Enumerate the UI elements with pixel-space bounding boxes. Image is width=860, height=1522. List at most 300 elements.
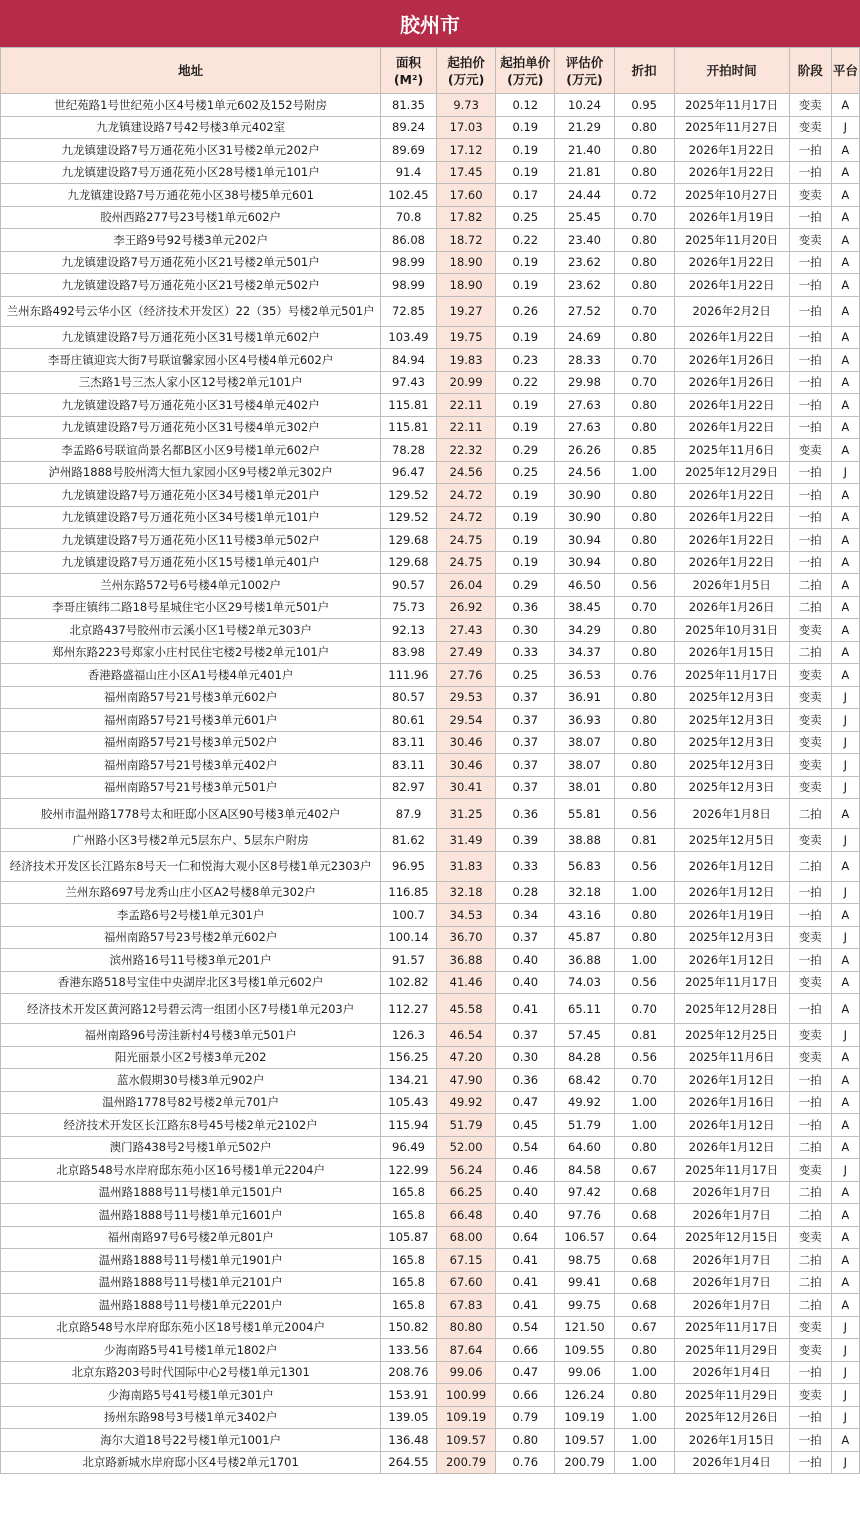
cell-appraisal: 99.06 <box>555 1361 615 1384</box>
cell-unit-price: 0.25 <box>496 206 555 229</box>
cell-discount: 0.80 <box>614 709 674 732</box>
cell-unit-price: 0.41 <box>496 1249 555 1272</box>
cell-appraisal: 24.44 <box>555 184 615 207</box>
cell-address: 兰州东路572号6号楼4单元1002户 <box>1 574 381 597</box>
cell-area: 78.28 <box>381 439 437 462</box>
cell-unit-price: 0.37 <box>496 754 555 777</box>
cell-start-time: 2026年1月22日 <box>674 506 789 529</box>
cell-stage: 二拍 <box>789 1136 831 1159</box>
cell-start-price: 24.75 <box>436 529 496 552</box>
cell-unit-price: 0.25 <box>496 461 555 484</box>
cell-area: 83.98 <box>381 641 437 664</box>
cell-start-time: 2025年10月31日 <box>674 619 789 642</box>
cell-start-price: 66.25 <box>436 1181 496 1204</box>
cell-start-price: 34.53 <box>436 904 496 927</box>
cell-unit-price: 0.29 <box>496 439 555 462</box>
cell-start-time: 2026年1月8日 <box>674 799 789 829</box>
table-row <box>1 416 860 439</box>
cell-platform: A <box>831 1226 859 1249</box>
cell-discount: 0.81 <box>614 1024 674 1047</box>
cell-area: 70.8 <box>381 206 437 229</box>
cell-stage: 变卖 <box>789 926 831 949</box>
cell-start-price: 17.12 <box>436 139 496 162</box>
cell-start-price: 67.60 <box>436 1271 496 1294</box>
cell-appraisal: 28.33 <box>555 349 615 372</box>
cell-platform: A <box>831 394 859 417</box>
cell-unit-price: 0.36 <box>496 1069 555 1092</box>
cell-unit-price: 0.29 <box>496 574 555 597</box>
cell-unit-price: 0.47 <box>496 1091 555 1114</box>
cell-stage: 一拍 <box>789 1429 831 1452</box>
cell-platform: A <box>831 799 859 829</box>
cell-area: 89.69 <box>381 139 437 162</box>
cell-start-time: 2026年1月7日 <box>674 1204 789 1227</box>
cell-start-price: 18.90 <box>436 274 496 297</box>
cell-appraisal: 84.58 <box>555 1159 615 1182</box>
cell-unit-price: 0.47 <box>496 1361 555 1384</box>
cell-start-time: 2026年1月22日 <box>674 326 789 349</box>
cell-start-time: 2026年1月26日 <box>674 596 789 619</box>
cell-address: 李王路9号92号楼3单元202户 <box>1 229 381 252</box>
cell-discount: 0.80 <box>614 229 674 252</box>
cell-start-price: 22.32 <box>436 439 496 462</box>
cell-start-price: 27.43 <box>436 619 496 642</box>
table-row <box>1 686 860 709</box>
cell-address: 兰州东路492号云华小区（经济技术开发区）22（35）号楼2单元501户 <box>1 296 381 326</box>
cell-stage: 二拍 <box>789 596 831 619</box>
cell-start-time: 2025年12月15日 <box>674 1226 789 1249</box>
cell-unit-price: 0.25 <box>496 664 555 687</box>
cell-area: 96.95 <box>381 851 437 881</box>
table-row <box>1 851 860 881</box>
cell-area: 102.45 <box>381 184 437 207</box>
cell-appraisal: 126.24 <box>555 1384 615 1407</box>
cell-start-time: 2025年12月3日 <box>674 731 789 754</box>
cell-appraisal: 56.83 <box>555 851 615 881</box>
cell-appraisal: 23.62 <box>555 251 615 274</box>
cell-start-price: 109.57 <box>436 1429 496 1452</box>
cell-appraisal: 74.03 <box>555 971 615 994</box>
cell-area: 100.7 <box>381 904 437 927</box>
cell-stage: 一拍 <box>789 1406 831 1429</box>
cell-area: 103.49 <box>381 326 437 349</box>
cell-address: 北京路548号水岸府邸东苑小区16号楼1单元2204户 <box>1 1159 381 1182</box>
cell-discount: 0.80 <box>614 161 674 184</box>
table-row <box>1 184 860 207</box>
cell-unit-price: 0.30 <box>496 1046 555 1069</box>
cell-start-price: 24.72 <box>436 506 496 529</box>
cell-address: 北京路548号水岸府邸东苑小区18号楼1单元2004户 <box>1 1316 381 1339</box>
cell-discount: 1.00 <box>614 1361 674 1384</box>
cell-discount: 0.70 <box>614 296 674 326</box>
cell-address: 三杰路1号三杰人家小区12号楼2单元101户 <box>1 371 381 394</box>
cell-unit-price: 0.76 <box>496 1451 555 1474</box>
cell-address: 福州南路57号21号楼3单元601户 <box>1 709 381 732</box>
cell-discount: 0.80 <box>614 754 674 777</box>
cell-area: 139.05 <box>381 1406 437 1429</box>
cell-start-price: 45.58 <box>436 994 496 1024</box>
table-row <box>1 394 860 417</box>
cell-discount: 0.80 <box>614 416 674 439</box>
cell-platform: A <box>831 251 859 274</box>
cell-address: 扬州东路98号3号楼1单元3402户 <box>1 1406 381 1429</box>
cell-start-time: 2026年1月4日 <box>674 1451 789 1474</box>
table-row <box>1 949 860 972</box>
cell-address: 九龙镇建设路7号万通花苑小区31号楼2单元202户 <box>1 139 381 162</box>
cell-appraisal: 97.76 <box>555 1204 615 1227</box>
table-row <box>1 484 860 507</box>
table-row <box>1 1069 860 1092</box>
cell-address: 福州南路57号21号楼3单元602户 <box>1 686 381 709</box>
cell-area: 86.08 <box>381 229 437 252</box>
cell-start-time: 2025年11月17日 <box>674 971 789 994</box>
cell-stage: 二拍 <box>789 1249 831 1272</box>
cell-stage: 变卖 <box>789 1316 831 1339</box>
cell-unit-price: 0.79 <box>496 1406 555 1429</box>
cell-start-price: 100.99 <box>436 1384 496 1407</box>
cell-platform: A <box>831 574 859 597</box>
table-row <box>1 881 860 904</box>
cell-appraisal: 64.60 <box>555 1136 615 1159</box>
cell-start-price: 29.54 <box>436 709 496 732</box>
cell-address: 九龙镇建设路7号万通花苑小区11号楼3单元502户 <box>1 529 381 552</box>
cell-start-time: 2026年1月15日 <box>674 641 789 664</box>
cell-area: 156.25 <box>381 1046 437 1069</box>
cell-stage: 变卖 <box>789 439 831 462</box>
cell-stage: 一拍 <box>789 904 831 927</box>
cell-discount: 0.80 <box>614 641 674 664</box>
cell-platform: A <box>831 1046 859 1069</box>
cell-area: 84.94 <box>381 349 437 372</box>
header-platform: 平台 <box>831 48 859 94</box>
cell-address: 九龙镇建设路7号万通花苑小区31号楼4单元302户 <box>1 416 381 439</box>
cell-area: 116.85 <box>381 881 437 904</box>
cell-start-time: 2026年1月22日 <box>674 161 789 184</box>
cell-discount: 0.70 <box>614 349 674 372</box>
cell-address: 香港路盛福山庄小区A1号楼4单元401户 <box>1 664 381 687</box>
table-row <box>1 206 860 229</box>
cell-platform: A <box>831 619 859 642</box>
cell-platform: A <box>831 139 859 162</box>
cell-discount: 1.00 <box>614 1091 674 1114</box>
cell-start-price: 56.24 <box>436 1159 496 1182</box>
cell-stage: 变卖 <box>789 1339 831 1362</box>
cell-start-price: 52.00 <box>436 1136 496 1159</box>
cell-platform: A <box>831 274 859 297</box>
cell-start-price: 31.25 <box>436 799 496 829</box>
cell-address: 福州南路96号涝洼新村4号楼3单元501户 <box>1 1024 381 1047</box>
cell-platform: J <box>831 1316 859 1339</box>
cell-area: 98.99 <box>381 274 437 297</box>
cell-address: 滨州路16号11号楼3单元201户 <box>1 949 381 972</box>
table-row <box>1 1429 860 1452</box>
cell-discount: 0.80 <box>614 394 674 417</box>
cell-discount: 0.80 <box>614 116 674 139</box>
cell-start-time: 2025年12月5日 <box>674 829 789 852</box>
table-row <box>1 439 860 462</box>
cell-start-time: 2025年11月29日 <box>674 1339 789 1362</box>
cell-appraisal: 98.75 <box>555 1249 615 1272</box>
cell-address: 经济技术开发区黄河路12号碧云湾一组团小区7号楼1单元203户 <box>1 994 381 1024</box>
cell-start-price: 31.49 <box>436 829 496 852</box>
cell-stage: 一拍 <box>789 994 831 1024</box>
cell-discount: 0.80 <box>614 1384 674 1407</box>
cell-appraisal: 26.26 <box>555 439 615 462</box>
cell-discount: 1.00 <box>614 461 674 484</box>
cell-address: 九龙镇建设路7号万通花苑小区15号楼1单元401户 <box>1 551 381 574</box>
cell-appraisal: 23.62 <box>555 274 615 297</box>
cell-unit-price: 0.40 <box>496 1204 555 1227</box>
cell-address: 九龙镇建设路7号万通花苑小区21号楼2单元501户 <box>1 251 381 274</box>
cell-start-price: 30.41 <box>436 776 496 799</box>
cell-unit-price: 0.19 <box>496 251 555 274</box>
cell-discount: 0.70 <box>614 596 674 619</box>
cell-address: 经济技术开发区长江路东8号45号楼2单元2102户 <box>1 1114 381 1137</box>
cell-area: 111.96 <box>381 664 437 687</box>
cell-area: 80.57 <box>381 686 437 709</box>
cell-appraisal: 121.50 <box>555 1316 615 1339</box>
cell-discount: 0.80 <box>614 1339 674 1362</box>
cell-appraisal: 97.42 <box>555 1181 615 1204</box>
cell-unit-price: 0.37 <box>496 1024 555 1047</box>
cell-platform: J <box>831 754 859 777</box>
cell-unit-price: 0.37 <box>496 926 555 949</box>
cell-unit-price: 0.19 <box>496 484 555 507</box>
cell-discount: 0.95 <box>614 94 674 117</box>
cell-start-time: 2026年1月12日 <box>674 881 789 904</box>
cell-stage: 一拍 <box>789 394 831 417</box>
cell-start-time: 2025年11月29日 <box>674 1384 789 1407</box>
cell-appraisal: 36.93 <box>555 709 615 732</box>
cell-appraisal: 38.01 <box>555 776 615 799</box>
cell-appraisal: 30.90 <box>555 484 615 507</box>
cell-start-price: 87.64 <box>436 1339 496 1362</box>
cell-area: 91.4 <box>381 161 437 184</box>
cell-platform: J <box>831 116 859 139</box>
cell-stage: 一拍 <box>789 416 831 439</box>
cell-platform: A <box>831 206 859 229</box>
table-row <box>1 139 860 162</box>
cell-stage: 变卖 <box>789 709 831 732</box>
cell-address: 李哥庄镇迎宾大街7号联谊馨家园小区4号楼4单元602户 <box>1 349 381 372</box>
cell-appraisal: 36.53 <box>555 664 615 687</box>
cell-area: 115.81 <box>381 416 437 439</box>
cell-address: 九龙镇建设路7号万通花苑小区38号楼5单元601 <box>1 184 381 207</box>
cell-discount: 0.80 <box>614 139 674 162</box>
cell-appraisal: 27.63 <box>555 394 615 417</box>
cell-start-time: 2025年11月6日 <box>674 439 789 462</box>
cell-start-price: 27.49 <box>436 641 496 664</box>
cell-address: 广州路小区3号楼2单元5层东户、5层东户附房 <box>1 829 381 852</box>
cell-address: 李孟路6号联谊尚景名都B区小区9号楼1单元602户 <box>1 439 381 462</box>
table-row <box>1 116 860 139</box>
cell-address: 温州路1888号11号楼1单元2101户 <box>1 1271 381 1294</box>
cell-appraisal: 30.90 <box>555 506 615 529</box>
cell-address: 蓝水假期30号楼3单元902户 <box>1 1069 381 1092</box>
cell-stage: 二拍 <box>789 1294 831 1317</box>
cell-start-time: 2025年11月6日 <box>674 1046 789 1069</box>
cell-stage: 一拍 <box>789 1361 831 1384</box>
cell-start-time: 2025年12月3日 <box>674 776 789 799</box>
cell-address: 世纪苑路1号世纪苑小区4号楼1单元602及152号附房 <box>1 94 381 117</box>
sheet-title: 胶州市 <box>0 0 860 47</box>
cell-start-time: 2025年12月3日 <box>674 709 789 732</box>
cell-platform: A <box>831 851 859 881</box>
cell-area: 87.9 <box>381 799 437 829</box>
cell-appraisal: 34.37 <box>555 641 615 664</box>
cell-discount: 0.56 <box>614 574 674 597</box>
cell-area: 81.35 <box>381 94 437 117</box>
cell-area: 98.99 <box>381 251 437 274</box>
cell-start-price: 24.56 <box>436 461 496 484</box>
cell-stage: 一拍 <box>789 161 831 184</box>
cell-start-time: 2025年10月27日 <box>674 184 789 207</box>
cell-discount: 0.70 <box>614 371 674 394</box>
table-row <box>1 296 860 326</box>
cell-start-price: 30.46 <box>436 754 496 777</box>
cell-address: 少海南路5号41号楼1单元301户 <box>1 1384 381 1407</box>
cell-platform: A <box>831 529 859 552</box>
cell-stage: 变卖 <box>789 971 831 994</box>
cell-discount: 0.72 <box>614 184 674 207</box>
cell-start-time: 2025年11月17日 <box>674 94 789 117</box>
cell-unit-price: 0.19 <box>496 161 555 184</box>
cell-start-time: 2025年12月25日 <box>674 1024 789 1047</box>
cell-platform: A <box>831 1271 859 1294</box>
cell-appraisal: 21.40 <box>555 139 615 162</box>
cell-platform: J <box>831 1159 859 1182</box>
header-area: 面积 (M²) <box>381 48 437 94</box>
table-row <box>1 349 860 372</box>
cell-discount: 0.80 <box>614 506 674 529</box>
cell-discount: 0.80 <box>614 484 674 507</box>
cell-discount: 1.00 <box>614 1114 674 1137</box>
cell-area: 134.21 <box>381 1069 437 1092</box>
cell-stage: 变卖 <box>789 229 831 252</box>
cell-unit-price: 0.66 <box>496 1384 555 1407</box>
table-row <box>1 1384 860 1407</box>
cell-unit-price: 0.37 <box>496 686 555 709</box>
cell-discount: 0.56 <box>614 971 674 994</box>
cell-discount: 0.56 <box>614 1046 674 1069</box>
cell-stage: 变卖 <box>789 664 831 687</box>
cell-appraisal: 27.52 <box>555 296 615 326</box>
cell-appraisal: 84.28 <box>555 1046 615 1069</box>
cell-platform: A <box>831 1114 859 1137</box>
cell-stage: 一拍 <box>789 206 831 229</box>
cell-start-price: 49.92 <box>436 1091 496 1114</box>
cell-appraisal: 55.81 <box>555 799 615 829</box>
cell-stage: 变卖 <box>789 619 831 642</box>
cell-stage: 二拍 <box>789 641 831 664</box>
cell-stage: 二拍 <box>789 851 831 881</box>
table-row <box>1 1226 860 1249</box>
table-row <box>1 1294 860 1317</box>
cell-discount: 0.70 <box>614 206 674 229</box>
table-row <box>1 326 860 349</box>
table-row <box>1 506 860 529</box>
cell-address: 少海南路5号41号楼1单元1802户 <box>1 1339 381 1362</box>
cell-start-price: 67.83 <box>436 1294 496 1317</box>
cell-unit-price: 0.39 <box>496 829 555 852</box>
cell-start-price: 19.83 <box>436 349 496 372</box>
cell-appraisal: 38.45 <box>555 596 615 619</box>
cell-platform: A <box>831 994 859 1024</box>
cell-platform: A <box>831 1249 859 1272</box>
table-row <box>1 229 860 252</box>
cell-platform: A <box>831 1069 859 1092</box>
cell-start-price: 27.76 <box>436 664 496 687</box>
cell-platform: A <box>831 904 859 927</box>
cell-area: 91.57 <box>381 949 437 972</box>
cell-start-price: 99.06 <box>436 1361 496 1384</box>
cell-area: 100.14 <box>381 926 437 949</box>
cell-start-time: 2025年11月20日 <box>674 229 789 252</box>
cell-stage: 一拍 <box>789 371 831 394</box>
cell-platform: A <box>831 94 859 117</box>
cell-discount: 0.80 <box>614 251 674 274</box>
cell-platform: A <box>831 161 859 184</box>
cell-unit-price: 0.23 <box>496 349 555 372</box>
cell-start-time: 2026年1月7日 <box>674 1271 789 1294</box>
cell-start-time: 2026年1月26日 <box>674 349 789 372</box>
cell-platform: A <box>831 1204 859 1227</box>
cell-address: 香港东路518号宝佳中央湖岸北区3号楼1单元602户 <box>1 971 381 994</box>
cell-area: 150.82 <box>381 1316 437 1339</box>
cell-discount: 0.56 <box>614 851 674 881</box>
cell-start-time: 2026年1月22日 <box>674 551 789 574</box>
cell-area: 83.11 <box>381 754 437 777</box>
cell-stage: 一拍 <box>789 461 831 484</box>
cell-start-price: 18.90 <box>436 251 496 274</box>
cell-address: 北京路新城水岸府邸小区4号楼2单元1701 <box>1 1451 381 1474</box>
cell-discount: 0.80 <box>614 274 674 297</box>
cell-address: 九龙镇建设路7号42号楼3单元402室 <box>1 116 381 139</box>
table-row <box>1 1046 860 1069</box>
cell-discount: 0.80 <box>614 326 674 349</box>
cell-start-time: 2025年12月3日 <box>674 686 789 709</box>
cell-area: 133.56 <box>381 1339 437 1362</box>
cell-start-price: 36.70 <box>436 926 496 949</box>
cell-appraisal: 24.69 <box>555 326 615 349</box>
cell-start-time: 2026年1月12日 <box>674 1136 789 1159</box>
cell-appraisal: 24.56 <box>555 461 615 484</box>
cell-start-price: 41.46 <box>436 971 496 994</box>
cell-platform: A <box>831 664 859 687</box>
cell-area: 72.85 <box>381 296 437 326</box>
cell-stage: 一拍 <box>789 326 831 349</box>
cell-start-time: 2026年1月12日 <box>674 1069 789 1092</box>
cell-platform: J <box>831 709 859 732</box>
cell-discount: 0.68 <box>614 1271 674 1294</box>
cell-platform: A <box>831 641 859 664</box>
cell-address: 北京东路203号时代国际中心2号楼1单元1301 <box>1 1361 381 1384</box>
cell-platform: A <box>831 296 859 326</box>
cell-discount: 0.80 <box>614 686 674 709</box>
cell-unit-price: 0.22 <box>496 229 555 252</box>
cell-start-price: 20.99 <box>436 371 496 394</box>
cell-platform: J <box>831 1384 859 1407</box>
cell-appraisal: 29.98 <box>555 371 615 394</box>
cell-unit-price: 0.66 <box>496 1339 555 1362</box>
cell-platform: J <box>831 1339 859 1362</box>
cell-address: 温州路1778号82号楼2单元701户 <box>1 1091 381 1114</box>
cell-platform: A <box>831 971 859 994</box>
cell-appraisal: 106.57 <box>555 1226 615 1249</box>
cell-discount: 0.68 <box>614 1204 674 1227</box>
cell-address: 泸州路1888号胶州湾大恒九家园小区9号楼2单元302户 <box>1 461 381 484</box>
cell-start-time: 2026年1月12日 <box>674 949 789 972</box>
